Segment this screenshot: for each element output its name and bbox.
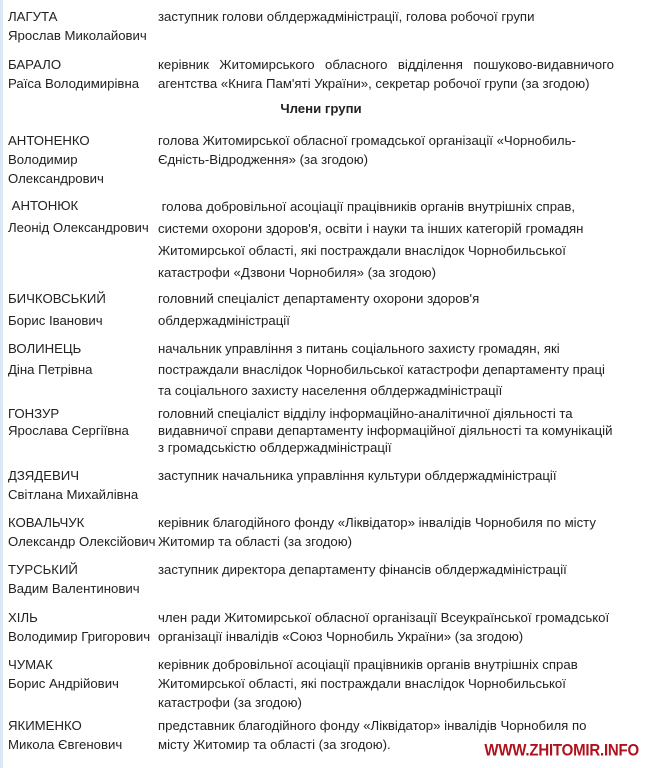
person-role	[158, 560, 614, 598]
person-role	[158, 131, 614, 188]
person-role	[158, 288, 614, 332]
role-line: та соціального захисту населення облдержадміністрації	[158, 383, 503, 398]
left-edge-border	[0, 0, 3, 768]
role-line: керівник благодійного фонду «Ліквідатор» інвалідів Чорнобиля по місту	[158, 515, 596, 530]
surname: БИЧКОВСЬКИЙ	[8, 291, 106, 306]
role-line: з громадськістю облдержадміністрації	[158, 440, 392, 455]
member-entry	[8, 655, 614, 712]
role-line: організації інвалідів «Союз Чорнобиль України» (за згодою)	[158, 629, 524, 644]
role-line: Житомир та області (за згодою)	[158, 534, 352, 549]
role-line: головний спеціаліст відділу інформаційно-аналітичної діяльності та	[158, 406, 573, 421]
given-name: Світлана Михайлівна	[8, 487, 139, 502]
role-line: катастрофи «Дзвони Чорнобиля» (за згодою)	[158, 265, 436, 280]
given-name: Ярослава Сергіївна	[8, 423, 129, 438]
role-line: системи охорони здоров'я, освіти і науки та інших категорій громадян	[158, 221, 584, 236]
role-line: керівник добровільної асоціації працівників органів внутрішніх справ	[158, 657, 578, 672]
person-name	[8, 608, 158, 646]
given-name: Леонід Олександрович	[8, 220, 149, 235]
role-line: постраждали внаслідок Чорнобильської катастрофи департаменту праці	[158, 362, 605, 377]
member-entry	[8, 466, 614, 504]
member-entry	[8, 288, 614, 332]
person-role	[158, 466, 614, 504]
person-name	[8, 716, 158, 754]
member-entry	[8, 608, 614, 646]
role-line: місту Житомир та області (за згодою).	[158, 737, 391, 752]
person-name	[8, 655, 158, 712]
given-name: Олександрович	[8, 171, 104, 186]
person-name	[8, 288, 158, 332]
given-name: Ярослав Миколайович	[8, 28, 147, 43]
role-line: керівник Житомирського обласного відділення пошуково-видавничого	[158, 57, 614, 72]
given-name: Діна Петрівна	[8, 362, 93, 377]
person-name	[8, 196, 158, 284]
surname: АНТОНЕНКО	[8, 133, 90, 148]
person-name	[8, 513, 158, 551]
person-role	[158, 608, 614, 646]
role-line: катастрофи (за згодою)	[158, 695, 302, 710]
given-name: Раїса Володимирівна	[8, 76, 140, 91]
role-line: заступник голови облдержадміністрації, голова робочої групи	[158, 9, 535, 24]
role-line: начальник управління з питань соціального захисту громадян, які	[158, 341, 560, 356]
surname: БАРАЛО	[8, 57, 62, 72]
section-heading: Члени групи	[280, 101, 362, 116]
surname: ГОНЗУР	[8, 406, 60, 421]
person-role	[158, 513, 614, 551]
role-line: видавничої справи департаменту інформаційної діяльності та комунікацій	[158, 423, 613, 438]
person-role	[158, 338, 614, 401]
leader-entry	[8, 55, 614, 93]
role-line: голова добровільної асоціації працівників органів внутрішніх справ,	[158, 199, 576, 214]
role-line: агентства «Книга Пам'яті України», секретар робочої групи (за згодою)	[158, 76, 590, 91]
member-entry	[8, 196, 614, 284]
surname: КОВАЛЬЧУК	[8, 515, 85, 530]
member-entry	[8, 338, 614, 401]
given-name: Вадим Валентинович	[8, 581, 140, 596]
person-name	[8, 560, 158, 598]
given-name: Микола Євгенович	[8, 737, 123, 752]
role-line: Житомирської області, які постраждали внаслідок Чорнобильської	[158, 243, 566, 258]
person-name	[8, 405, 158, 456]
person-role	[158, 405, 614, 456]
role-line: голова Житомирської обласної громадської організації «Чорнобиль-	[158, 133, 576, 148]
surname: ХІЛЬ	[8, 610, 38, 625]
member-entry	[8, 405, 614, 456]
person-name	[8, 466, 158, 504]
surname: АНТОНЮК	[8, 198, 79, 213]
person-role	[158, 655, 614, 712]
role-line: Житомирської області, які постраждали внаслідок Чорнобильської	[158, 676, 566, 691]
person-name	[8, 55, 158, 93]
member-entry	[8, 513, 614, 551]
person-role	[158, 7, 614, 45]
role-line: головний спеціаліст департаменту охорони здоров'я облдержадміністрації	[158, 291, 480, 328]
role-line: заступник директора департаменту фінансів облдержадміністрації	[158, 562, 567, 577]
role-line: представник благодійного фонду «Ліквідатор» інвалідів Чорнобиля по	[158, 718, 587, 733]
given-name: Володимир Григорович	[8, 629, 151, 644]
surname: ЧУМАК	[8, 657, 53, 672]
given-name: Олександр Олексійович	[8, 534, 156, 549]
role-line: заступник начальника управління культури облдержадміністрації	[158, 468, 557, 483]
surname: ВОЛИНЕЦЬ	[8, 341, 82, 356]
member-entry	[8, 560, 614, 598]
role-line: член ради Житомирської обласної організації Всеукраїнської громадської	[158, 610, 610, 625]
person-name	[8, 338, 158, 401]
surname: ДЗЯДЕВИЧ	[8, 468, 80, 483]
given-name: Борис Іванович	[8, 313, 103, 328]
member-entry	[8, 131, 614, 188]
leader-entry	[8, 7, 614, 45]
given-name: Володимир	[8, 152, 78, 167]
person-name	[8, 131, 158, 188]
surname: ТУРСЬКИЙ	[8, 562, 78, 577]
person-role	[158, 55, 614, 93]
person-name	[8, 7, 158, 45]
site-watermark: WWW.ZHITOMIR.INFO	[484, 741, 639, 760]
given-name: Борис Андрійович	[8, 676, 119, 691]
role-line: Єдність-Відродження» (за згодою)	[158, 152, 368, 167]
person-role	[158, 196, 614, 284]
surname: ЯКИМЕНКО	[8, 718, 82, 733]
surname: ЛАГУТА	[8, 9, 58, 24]
